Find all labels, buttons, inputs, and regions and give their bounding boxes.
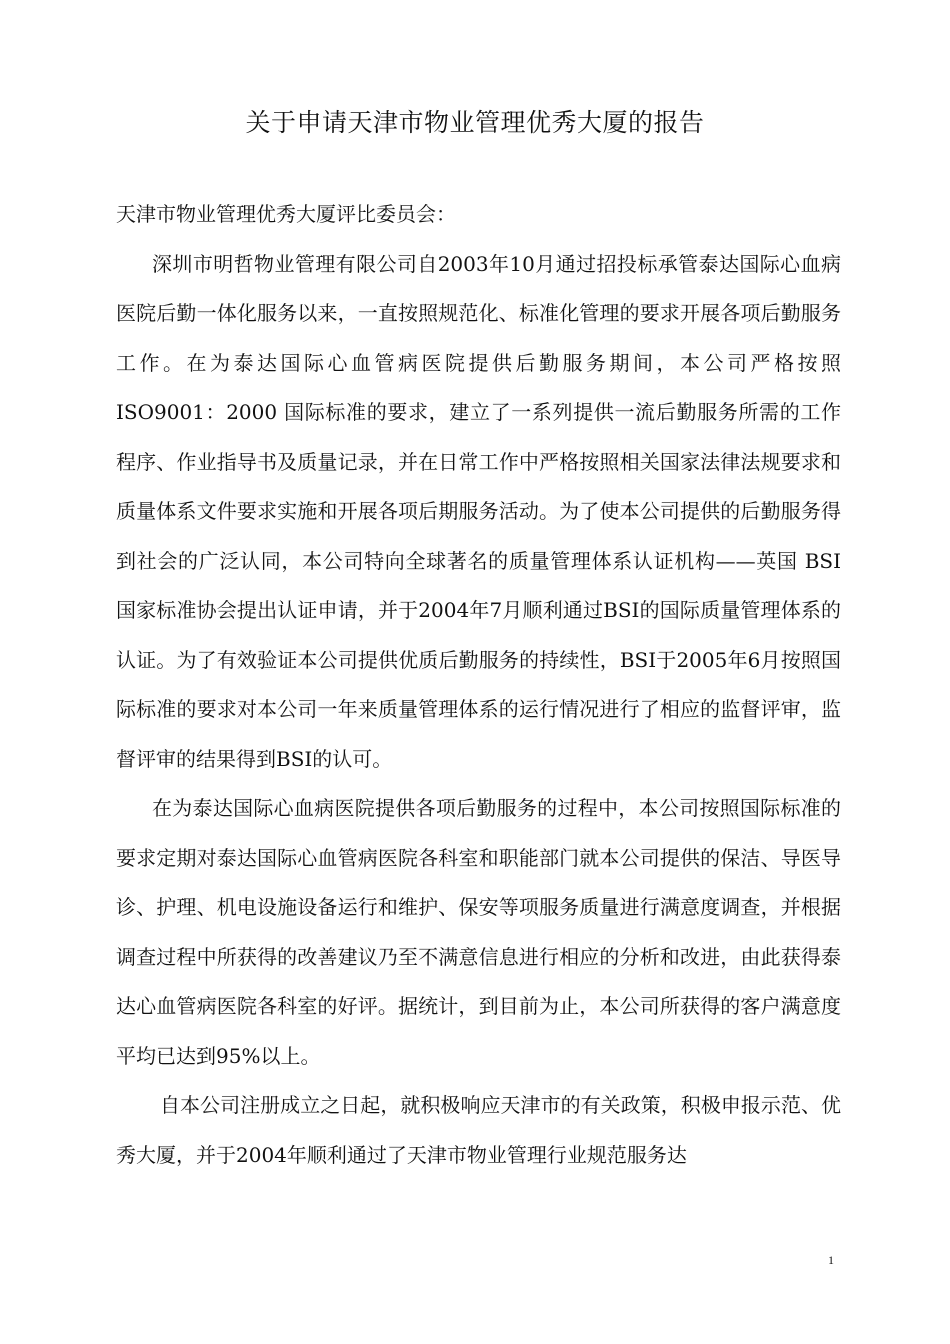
paragraph-3: 自本公司注册成立之日起，就积极响应天津市的有关政策，积极申报示范、优秀大厦，并于2004年顺利通过了天津市物业管理行业规范服务达 — [116, 1093, 841, 1167]
salutation: 天津市物业管理优秀大厦评比委员会： — [116, 202, 456, 226]
paragraph-1: 深圳市明哲物业管理有限公司自2003年10月通过招投标承管泰达国际心血病医院后勤一体化服务以来，一直按照规范化、标准化管理的要求开展各项后勤服务工作。在为泰达国际心血管病医院提供后勤服务期间，本公司严格按照 ISO9001：2000 国际标准的要求，建立了一系列提供一流后勤服务所需的工作程序、作业指导书及质量记录，并在日常工作中严格按照相关国家法律法规要求和质量体系文件要求实施和开展各项后期服务活动。为了使本公司提供的后勤服务得到社会的广泛认同，本公司特向全球著名的质量管理体系认证机构——英国 BSI 国家标准协会提出认证申请，并于2004年7月顺利通过BSI的国际质量管理体系的认证。为了有效验证本公司提供优质后勤服务的持续性，BSI于2005年6月按照国际标准的要求对本公司一年来质量管理体系的运行情况进行了相应的监督评审，监督评审的结果得到BSI的认可。 — [116, 251, 841, 771]
document-title: 关于申请天津市物业管理优秀大厦的报告 — [245, 108, 705, 137]
document-body — [116, 190, 841, 1180]
paragraph-2: 在为泰达国际心血病医院提供各项后勤服务的过程中，本公司按照国际标准的要求定期对泰达国际心血管病医院各科室和职能部门就本公司提供的保洁、导医导诊、护理、机电设施设备运行和维护、保安等项服务质量进行满意度调查，并根据调查过程中所获得的改善建议乃至不满意信息进行相应的分析和改进，由此获得泰达心血管病医院各科室的好评。据统计，到目前为止，本公司所获得的客户满意度平均已达到95%以上。 — [116, 796, 841, 1068]
page-number: 1 — [828, 1253, 834, 1267]
